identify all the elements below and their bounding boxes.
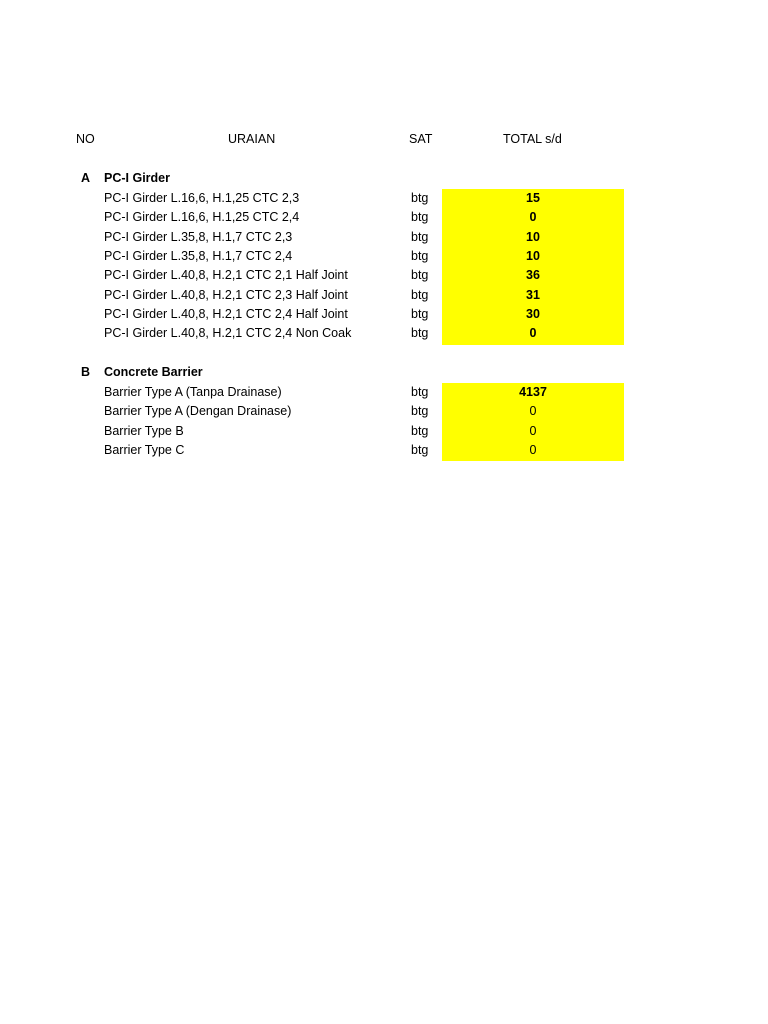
section-b-title: Concrete Barrier — [104, 365, 203, 379]
item-unit: btg — [411, 288, 429, 302]
section-a-letter: A — [81, 171, 91, 185]
item-total: 0 — [529, 443, 537, 457]
item-unit: btg — [411, 268, 429, 282]
item-total: 0 — [529, 404, 537, 418]
item-label: Barrier Type B — [104, 424, 184, 438]
item-label: Barrier Type C — [104, 443, 185, 457]
item-unit: btg — [411, 210, 429, 224]
item-unit: btg — [411, 249, 429, 263]
item-total: 15 — [526, 191, 540, 205]
item-total: 0 — [529, 210, 537, 224]
item-label: PC-I Girder L.16,6, H.1,25 CTC 2,4 — [104, 210, 300, 224]
item-total: 10 — [526, 230, 540, 244]
item-total: 0 — [529, 326, 537, 340]
section-b-letter: B — [81, 365, 91, 379]
item-label: Barrier Type A (Dengan Drainase) — [104, 404, 292, 418]
item-label: Barrier Type A (Tanpa Drainase) — [104, 385, 282, 399]
column-header-no: NO — [76, 132, 95, 146]
item-label: PC-I Girder L.40,8, H.2,1 CTC 2,1 Half Joint — [104, 268, 348, 282]
item-total: 36 — [526, 268, 540, 282]
column-header-uraian: URAIAN — [228, 132, 276, 146]
item-label: PC-I Girder L.16,6, H.1,25 CTC 2,3 — [104, 191, 300, 205]
item-unit: btg — [411, 385, 429, 399]
item-label: PC-I Girder L.40,8, H.2,1 CTC 2,3 Half Joint — [104, 288, 348, 302]
item-unit: btg — [411, 443, 429, 457]
column-header-total: TOTAL s/d — [503, 132, 562, 146]
item-unit: btg — [411, 424, 429, 438]
item-label: PC-I Girder L.40,8, H.2,1 CTC 2,4 Half Joint — [104, 307, 348, 321]
item-unit: btg — [411, 326, 429, 340]
item-total: 30 — [526, 307, 540, 321]
item-total: 31 — [526, 288, 540, 302]
section-a-title: PC-I Girder — [104, 171, 170, 185]
item-total: 0 — [529, 424, 537, 438]
item-label: PC-I Girder L.40,8, H.2,1 CTC 2,4 Non Coak — [104, 326, 352, 340]
item-label: PC-I Girder L.35,8, H.1,7 CTC 2,3 — [104, 230, 293, 244]
column-header-sat: SAT — [409, 132, 433, 146]
item-unit: btg — [411, 404, 429, 418]
item-total: 4137 — [519, 385, 547, 399]
item-unit: btg — [411, 230, 429, 244]
item-unit: btg — [411, 191, 429, 205]
item-total: 10 — [526, 249, 540, 263]
item-label: PC-I Girder L.35,8, H.1,7 CTC 2,4 — [104, 249, 293, 263]
item-unit: btg — [411, 307, 429, 321]
